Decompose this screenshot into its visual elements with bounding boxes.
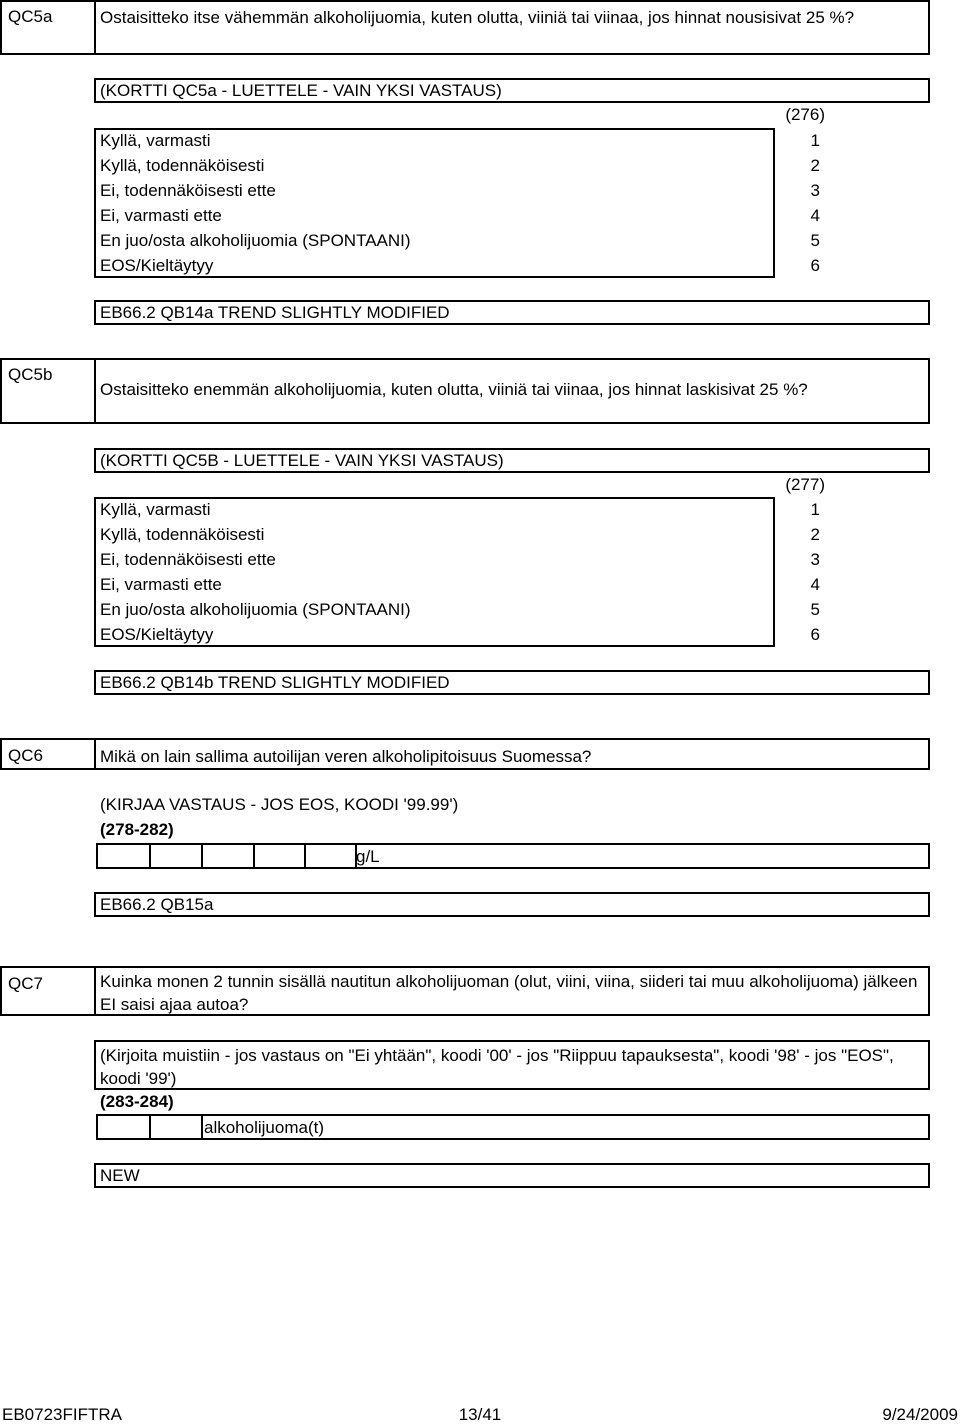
option-label[interactable]: En juo/osta alkoholijuomia (SPONTAANI) <box>100 231 411 250</box>
question-id-text: QC6 <box>8 746 43 765</box>
unit-label: g/L <box>356 847 380 866</box>
trend-note-qc6 <box>94 892 930 917</box>
trend-text: NEW <box>100 1166 140 1185</box>
option-label[interactable]: Kyllä, todennäköisesti <box>100 525 265 544</box>
trend-note-qc5b <box>94 670 930 695</box>
option-label[interactable]: Ei, todennäköisesti ette <box>100 181 276 200</box>
instruction-text: (KORTTI QC5B - LUETTELE - VAIN YKSI VASTAUS) <box>100 451 504 470</box>
answer-box-qc7[interactable] <box>96 1114 930 1140</box>
instruction-qc7 <box>94 1040 930 1090</box>
digit-cell-divider <box>149 845 151 867</box>
column-code-qc6: (278-282) <box>100 820 174 839</box>
question-text-qc7 <box>94 966 930 1016</box>
question-id-qc5a <box>0 0 96 55</box>
trend-text: EB66.2 QB14b TREND SLIGHTLY MODIFIED <box>100 673 450 692</box>
option-label[interactable]: Kyllä, todennäköisesti <box>100 156 265 175</box>
digit-cell-divider <box>201 845 203 867</box>
option-code: 6 <box>810 625 820 644</box>
option-code: 2 <box>810 525 820 544</box>
trend-note-qc5a <box>94 300 930 325</box>
question-text: Ostaisitteko itse vähemmän alkoholijuomia, kuten olutta, viiniä tai viinaa, jos hinnat nousisivat 25 %? <box>100 8 855 27</box>
question-id-qc6 <box>0 738 96 770</box>
option-code: 2 <box>810 156 820 175</box>
question-text: Kuinka monen 2 tunnin sisällä nautitun alkoholijuoman (olut, viini, viina, siideri tai muu alkoholijuoma) jälkeen EI saisi ajaa autoa? <box>100 972 918 1014</box>
option-label[interactable]: Kyllä, varmasti <box>100 500 211 519</box>
trend-note-qc7 <box>94 1163 930 1188</box>
question-text: Ostaisitteko enemmän alkoholijuomia, kuten olutta, viiniä tai viinaa, jos hinnat laskisivat 25 %? <box>100 380 808 399</box>
digit-cell-divider <box>201 1116 203 1138</box>
option-code: 5 <box>810 600 820 619</box>
question-id-text: QC5a <box>8 7 53 26</box>
option-code: 3 <box>810 181 820 200</box>
unit-label: alkoholijuoma(t) <box>204 1118 324 1137</box>
option-code: 5 <box>810 231 820 250</box>
question-id-text: QC5b <box>8 365 53 384</box>
digit-cell-divider <box>253 845 255 867</box>
instruction-qc5b <box>94 448 930 473</box>
question-id-text: QC7 <box>8 974 43 993</box>
option-code: 3 <box>810 550 820 569</box>
column-code-qc7: (283-284) <box>100 1092 174 1111</box>
question-text-qc5a <box>94 0 930 55</box>
option-code: 6 <box>810 256 820 275</box>
question-text-qc6 <box>94 738 930 770</box>
option-label[interactable]: EOS/Kieltäytyy <box>100 256 214 275</box>
option-label[interactable]: Ei, todennäköisesti ette <box>100 550 276 569</box>
column-code-qc5b: (277) <box>785 475 825 494</box>
footer-doc-id: EB0723FIFTRA <box>2 1405 122 1424</box>
footer-page-number: 13/41 <box>458 1405 502 1424</box>
option-label[interactable]: EOS/Kieltäytyy <box>100 625 214 644</box>
answer-box-qc6[interactable] <box>96 843 930 869</box>
question-id-qc7 <box>0 966 96 1016</box>
digit-cell-divider <box>149 1116 151 1138</box>
option-label[interactable]: Ei, varmasti ette <box>100 575 222 594</box>
instruction-qc6: (KIRJAA VASTAUS - JOS EOS, KOODI '99.99') <box>100 795 459 814</box>
footer-date: 9/24/2009 <box>882 1405 958 1424</box>
option-label[interactable]: Ei, varmasti ette <box>100 206 222 225</box>
option-code: 4 <box>810 575 820 594</box>
column-code-qc5a: (276) <box>785 105 825 124</box>
digit-cell-divider <box>304 845 306 867</box>
question-id-qc5b <box>0 358 96 424</box>
instruction-text: (Kirjoita muistiin - jos vastaus on "Ei yhtään", koodi '00' - jos "Riippuu tapauksesta", koodi '98' - jos "EOS", koodi '99') <box>100 1046 894 1088</box>
trend-text: EB66.2 QB15a <box>100 895 214 914</box>
option-code: 1 <box>810 131 820 150</box>
option-code: 1 <box>810 500 820 519</box>
question-text-qc5b <box>94 358 930 424</box>
option-label[interactable]: Kyllä, varmasti <box>100 131 211 150</box>
trend-text: EB66.2 QB14a TREND SLIGHTLY MODIFIED <box>100 303 450 322</box>
instruction-text: (KORTTI QC5a - LUETTELE - VAIN YKSI VASTAUS) <box>100 81 502 100</box>
option-code: 4 <box>810 206 820 225</box>
question-text: Mikä on lain sallima autoilijan veren alkoholipitoisuus Suomessa? <box>100 747 592 766</box>
instruction-qc5a <box>94 78 930 103</box>
option-label[interactable]: En juo/osta alkoholijuomia (SPONTAANI) <box>100 600 411 619</box>
